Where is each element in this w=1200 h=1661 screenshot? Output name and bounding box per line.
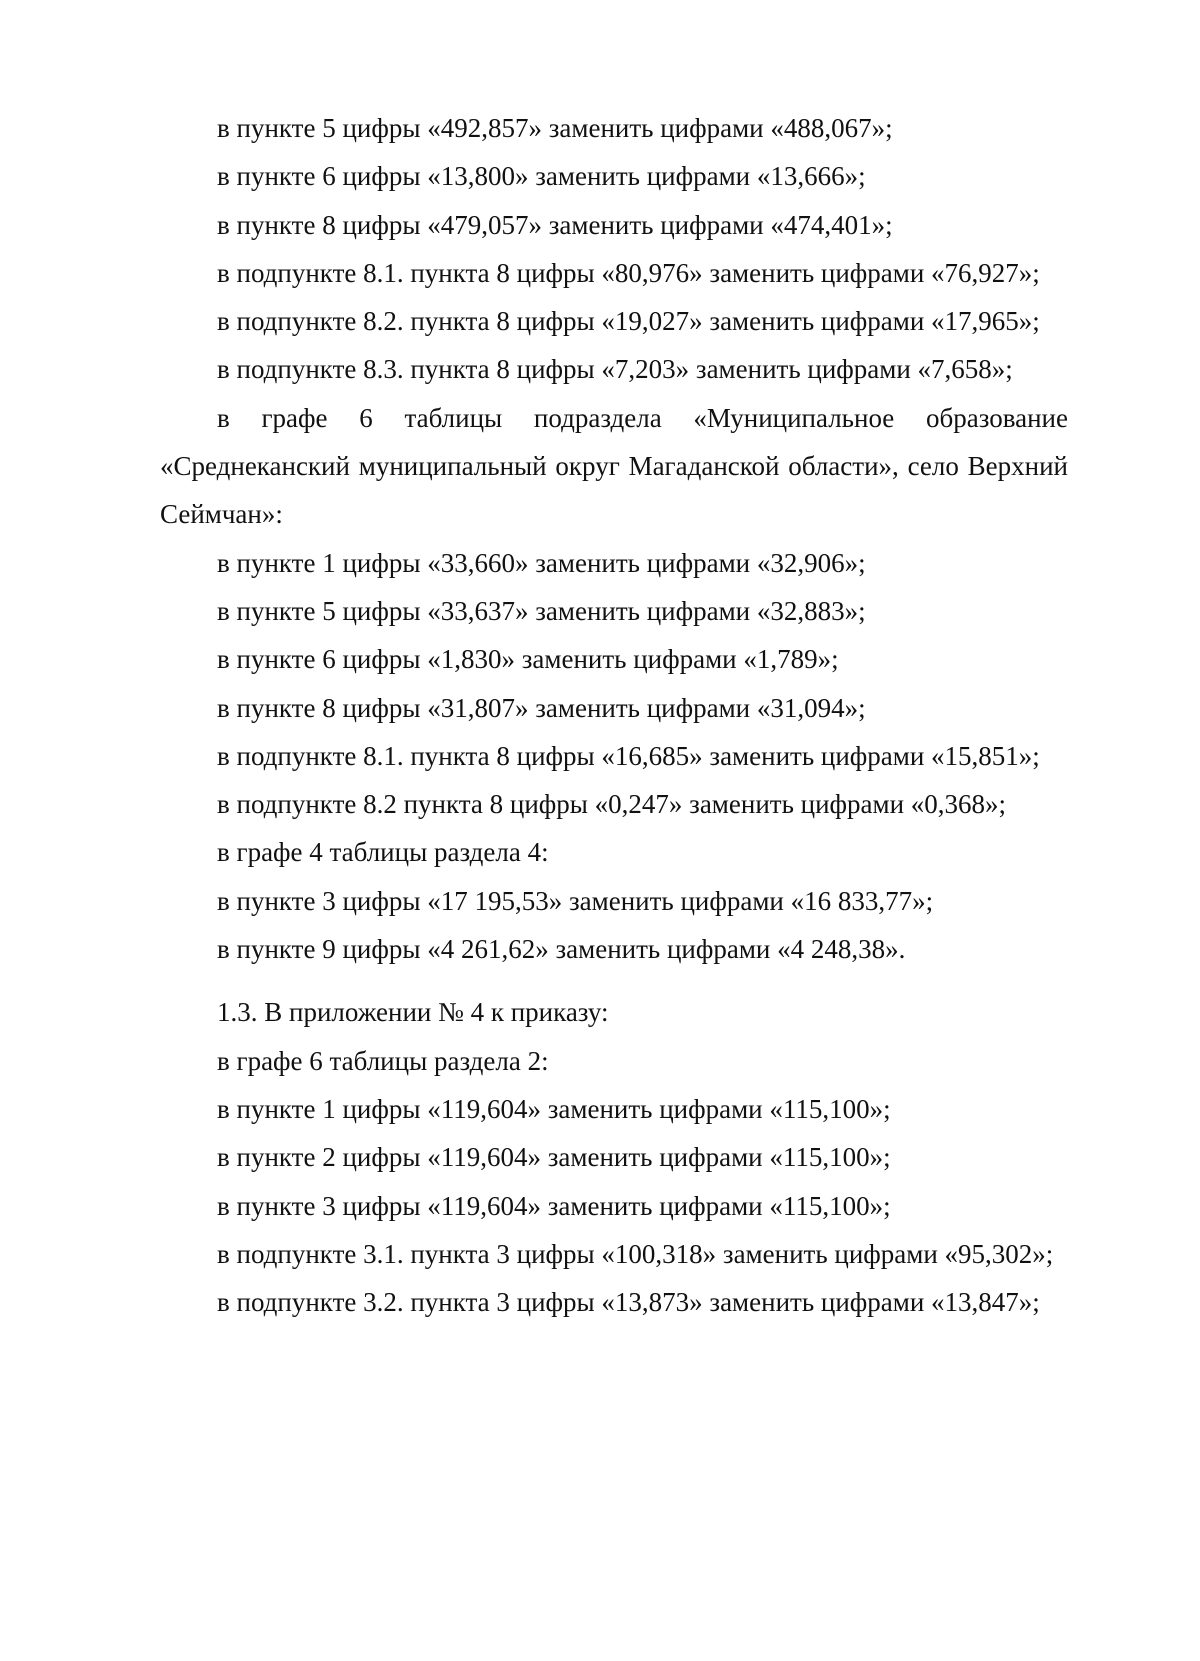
paragraph: в пункте 5 цифры «492,857» заменить цифрами «488,067»; — [217, 113, 893, 143]
paragraph: в графе 4 таблицы раздела 4: — [217, 837, 549, 868]
paragraph: в пункте 1 цифры «119,604» заменить цифрами «115,100»; — [217, 1093, 891, 1124]
document-page — [160, 104, 1068, 1326]
section-heading: 1.3. В приложении № 4 к приказу: — [217, 997, 609, 1028]
paragraph: в подпункте 8.1. пункта 8 цифры «80,976» заменить цифрами «76,927»; — [217, 257, 1040, 288]
paragraph: в подпункте 3.1. пункта 3 цифры «100,318» заменить цифрами «95,302»; — [217, 1238, 1054, 1269]
paragraph: в пункте 8 цифры «479,057» заменить цифрами «474,401»; — [217, 209, 893, 240]
paragraph: в графе 6 таблицы подраздела «Муниципальное образование «Среднеканский муниципальный округ Магаданской области», село Верхний Сеймчан»: — [160, 402, 1068, 530]
paragraph: в подпункте 8.3. пункта 8 цифры «7,203» заменить цифрами «7,658»; — [217, 354, 1013, 385]
section-gap — [160, 973, 1068, 988]
paragraph: в пункте 6 цифры «13,800» заменить цифрами «13,666»; — [217, 161, 866, 192]
paragraph: в подпункте 8.2 пункта 8 цифры «0,247» заменить цифрами «0,368»; — [217, 789, 1007, 820]
paragraph: в пункте 3 цифры «119,604» заменить цифрами «115,100»; — [217, 1190, 891, 1221]
paragraph: в подпункте 3.2. пункта 3 цифры «13,873» заменить цифрами «13,847»; — [217, 1287, 1040, 1318]
paragraph: в подпункте 8.1. пункта 8 цифры «16,685» заменить цифрами «15,851»; — [217, 740, 1040, 771]
paragraph: в графе 6 таблицы раздела 2: — [217, 1045, 549, 1076]
paragraph: в пункте 6 цифры «1,830» заменить цифрами «1,789»; — [217, 644, 839, 675]
paragraph: в пункте 5 цифры «33,637» заменить цифрами «32,883»; — [217, 595, 866, 626]
paragraph: в пункте 8 цифры «31,807» заменить цифрами «31,094»; — [217, 692, 866, 723]
paragraph: в подпункте 8.2. пункта 8 цифры «19,027» заменить цифрами «17,965»; — [217, 306, 1040, 337]
paragraph: в пункте 2 цифры «119,604» заменить цифрами «115,100»; — [217, 1142, 891, 1173]
paragraph: в пункте 9 цифры «4 261,62» заменить цифрами «4 248,38». — [217, 934, 906, 965]
paragraph: в пункте 3 цифры «17 195,53» заменить цифрами «16 833,77»; — [217, 885, 934, 916]
paragraph: в пункте 1 цифры «33,660» заменить цифрами «32,906»; — [217, 547, 866, 578]
